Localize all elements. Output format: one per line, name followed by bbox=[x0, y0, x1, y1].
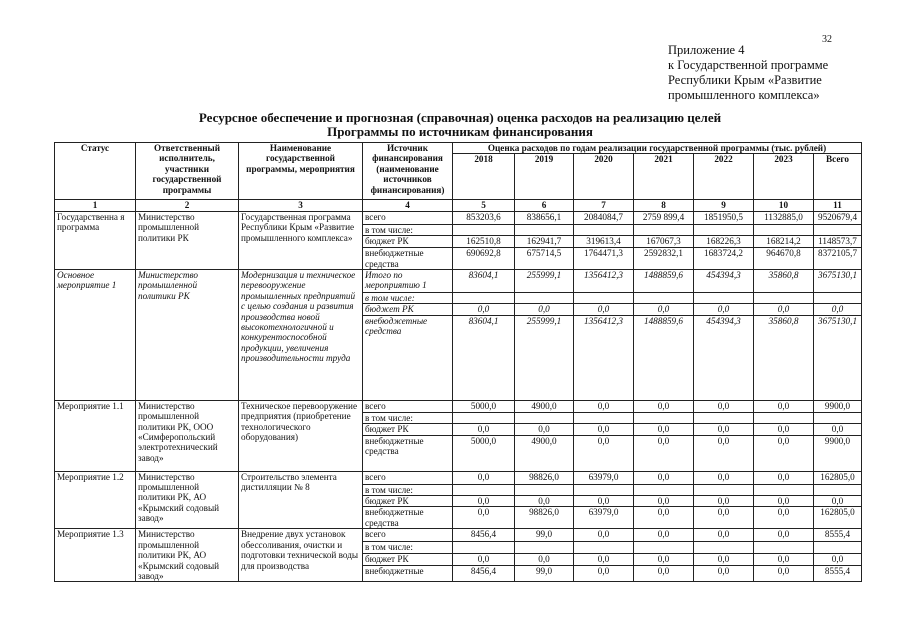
row-name: Модернизация и техническое перевооружение промышленных предприятий с целью создания и развития производства новой высокотехнологичной и конкурентоспособной продукции, увеличения производительности труда bbox=[239, 270, 363, 401]
funding-table bbox=[54, 142, 862, 582]
row-source: всего bbox=[363, 400, 453, 412]
row-value: 0,0 bbox=[574, 496, 634, 507]
row-value: 0,0 bbox=[574, 424, 634, 435]
row-value: 0,0 bbox=[515, 424, 574, 435]
appendix-line: к Государственной программе bbox=[668, 58, 829, 72]
column-number: 8 bbox=[634, 200, 694, 211]
row-value bbox=[453, 412, 515, 423]
row-value: 0,0 bbox=[634, 566, 694, 582]
row-name: Внедрение двух установок обессоливания, очистки и подготовки технической воды для производства bbox=[239, 529, 363, 582]
header-responsible: Ответственный исполнитель, участники государственной программы bbox=[136, 143, 239, 200]
row-value: 0,0 bbox=[574, 435, 634, 471]
row-source: Итого по мероприятию 1 bbox=[363, 270, 453, 293]
row-value: 8555,4 bbox=[814, 529, 862, 541]
row-source: всего bbox=[363, 471, 453, 484]
row-value: 168214,2 bbox=[754, 236, 814, 248]
row-value: 8555,4 bbox=[814, 566, 862, 582]
column-number: 2 bbox=[136, 200, 239, 211]
table-row bbox=[55, 270, 862, 293]
row-value: 0,0 bbox=[453, 553, 515, 565]
appendix-line: Республики Крым «Развитие bbox=[668, 73, 822, 87]
row-value: 0,0 bbox=[515, 496, 574, 507]
row-source: в том числе: bbox=[363, 541, 453, 553]
row-value: 0,0 bbox=[634, 304, 694, 315]
appendix-line: Приложение 4 bbox=[668, 43, 745, 57]
row-value: 162805,0 bbox=[814, 471, 862, 484]
row-responsible: Министерство промышленной политики РК bbox=[136, 211, 239, 269]
row-value: 1488859,6 bbox=[634, 315, 694, 400]
row-value bbox=[574, 412, 634, 423]
row-value: 0,0 bbox=[634, 400, 694, 412]
row-source: в том числе: bbox=[363, 484, 453, 495]
row-value: 9900,0 bbox=[814, 435, 862, 471]
header-total: Всего bbox=[814, 154, 862, 200]
column-number: 4 bbox=[363, 200, 453, 211]
row-value: 319613,4 bbox=[574, 236, 634, 248]
row-value: 0,0 bbox=[694, 553, 754, 565]
column-number: 7 bbox=[574, 200, 634, 211]
row-value: 675714,5 bbox=[515, 248, 574, 270]
row-source: всего bbox=[363, 529, 453, 541]
column-number: 10 bbox=[754, 200, 814, 211]
row-source: внебюджетные средства bbox=[363, 507, 453, 529]
row-source: внебюджетные bbox=[363, 566, 453, 582]
document-subtitle: Программы по источникам финансирования bbox=[327, 124, 593, 139]
row-value bbox=[694, 224, 754, 235]
row-status: Мероприятие 1.1 bbox=[55, 400, 136, 471]
row-value: 0,0 bbox=[453, 424, 515, 435]
row-status: Государственна я программа bbox=[55, 211, 136, 269]
row-value bbox=[515, 541, 574, 553]
document-title: Ресурсное обеспечение и прогнозная (справочная) оценка расходов на реализацию целей bbox=[198, 110, 722, 125]
row-value: 454394,3 bbox=[694, 315, 754, 400]
row-value: 838656,1 bbox=[515, 211, 574, 224]
row-value: 3675130,1 bbox=[814, 270, 862, 293]
row-value: 0,0 bbox=[574, 553, 634, 565]
row-value bbox=[814, 412, 862, 423]
row-value: 0,0 bbox=[754, 529, 814, 541]
row-value: 2084084,7 bbox=[574, 211, 634, 224]
row-source: всего bbox=[363, 211, 453, 224]
row-value: 0,0 bbox=[754, 507, 814, 529]
row-source: в том числе: bbox=[363, 224, 453, 235]
appendix-line: промышленного комплекса» bbox=[668, 88, 820, 102]
header-year: 2020 bbox=[574, 154, 634, 200]
row-value: 162805,0 bbox=[814, 507, 862, 529]
column-number: 3 bbox=[239, 200, 363, 211]
row-value: 5000,0 bbox=[453, 435, 515, 471]
row-value: 162941,7 bbox=[515, 236, 574, 248]
row-source: бюджет РК bbox=[363, 496, 453, 507]
row-value bbox=[574, 484, 634, 495]
row-value bbox=[453, 484, 515, 495]
row-value: 35860,8 bbox=[754, 315, 814, 400]
row-value: 1683724,2 bbox=[694, 248, 754, 270]
row-value bbox=[754, 224, 814, 235]
row-status: Мероприятие 1.3 bbox=[55, 529, 136, 582]
row-name: Техническое перевооружение предприятия (приобретение технологического оборудования) bbox=[239, 400, 363, 471]
row-value: 1488859,6 bbox=[634, 270, 694, 293]
row-value: 0,0 bbox=[694, 496, 754, 507]
row-value: 964670,8 bbox=[754, 248, 814, 270]
row-value bbox=[634, 224, 694, 235]
row-value bbox=[754, 541, 814, 553]
row-value: 0,0 bbox=[814, 424, 862, 435]
row-source: в том числе: bbox=[363, 293, 453, 304]
row-value bbox=[634, 412, 694, 423]
row-value: 0,0 bbox=[694, 400, 754, 412]
row-value: 0,0 bbox=[754, 496, 814, 507]
header-year: 2023 bbox=[754, 154, 814, 200]
row-value: 83604,1 bbox=[453, 270, 515, 293]
row-source: в том числе: bbox=[363, 412, 453, 423]
row-value: 8456,4 bbox=[453, 529, 515, 541]
table-row bbox=[55, 211, 862, 224]
row-value bbox=[453, 541, 515, 553]
row-value: 853203,6 bbox=[453, 211, 515, 224]
row-value: 0,0 bbox=[694, 424, 754, 435]
row-value: 1132885,0 bbox=[754, 211, 814, 224]
table-row bbox=[55, 471, 862, 484]
row-value bbox=[453, 224, 515, 235]
header-estimate: Оценка расходов по годам реализации государственной программы (тыс. рублей) bbox=[453, 143, 862, 154]
row-value: 0,0 bbox=[754, 304, 814, 315]
row-value: 0,0 bbox=[634, 471, 694, 484]
row-value: 9900,0 bbox=[814, 400, 862, 412]
page-number: 32 bbox=[822, 34, 832, 45]
row-value: 0,0 bbox=[694, 304, 754, 315]
row-value: 99,0 bbox=[515, 566, 574, 582]
row-value: 0,0 bbox=[574, 529, 634, 541]
column-number: 5 bbox=[453, 200, 515, 211]
row-value bbox=[814, 541, 862, 553]
appendix-note bbox=[668, 43, 828, 103]
row-value bbox=[754, 293, 814, 304]
row-value: 0,0 bbox=[634, 435, 694, 471]
table-row bbox=[55, 400, 862, 412]
row-value: 0,0 bbox=[814, 496, 862, 507]
column-number: 11 bbox=[814, 200, 862, 211]
row-value: 1148573,7 bbox=[814, 236, 862, 248]
row-value: 0,0 bbox=[453, 507, 515, 529]
row-value: 83604,1 bbox=[453, 315, 515, 400]
row-value: 0,0 bbox=[515, 304, 574, 315]
row-value bbox=[574, 293, 634, 304]
row-value: 0,0 bbox=[754, 566, 814, 582]
row-value bbox=[694, 541, 754, 553]
row-value: 0,0 bbox=[754, 424, 814, 435]
row-name: Строительство элемента дистилляции № 8 bbox=[239, 471, 363, 529]
row-source: внебюджетные средства bbox=[363, 248, 453, 270]
row-value: 1851950,5 bbox=[694, 211, 754, 224]
row-value: 2592832,1 bbox=[634, 248, 694, 270]
row-value: 5000,0 bbox=[453, 400, 515, 412]
row-source: внебюджетные средства bbox=[363, 435, 453, 471]
row-value: 255999,1 bbox=[515, 315, 574, 400]
row-value bbox=[634, 541, 694, 553]
row-value: 3675130,1 bbox=[814, 315, 862, 400]
row-value: 168226,3 bbox=[694, 236, 754, 248]
row-value: 98826,0 bbox=[515, 471, 574, 484]
row-name: Государственная программа Республики Крым «Развитие промышленного комплекса» bbox=[239, 211, 363, 269]
row-value: 0,0 bbox=[634, 496, 694, 507]
row-value bbox=[694, 412, 754, 423]
row-value: 2759 899,4 bbox=[634, 211, 694, 224]
table-row bbox=[55, 529, 862, 541]
row-value: 63979,0 bbox=[574, 507, 634, 529]
header-year: 2022 bbox=[694, 154, 754, 200]
row-value: 1356412,3 bbox=[574, 315, 634, 400]
row-value: 4900,0 bbox=[515, 435, 574, 471]
row-value: 690692,8 bbox=[453, 248, 515, 270]
row-value: 35860,8 bbox=[754, 270, 814, 293]
row-value: 0,0 bbox=[574, 400, 634, 412]
row-value bbox=[814, 293, 862, 304]
row-source: бюджет РК bbox=[363, 424, 453, 435]
row-value bbox=[814, 484, 862, 495]
row-responsible: Министерство промышленной политики РК bbox=[136, 270, 239, 401]
row-value bbox=[515, 224, 574, 235]
row-value: 0,0 bbox=[634, 553, 694, 565]
row-value bbox=[515, 412, 574, 423]
column-number: 6 bbox=[515, 200, 574, 211]
row-value: 0,0 bbox=[754, 553, 814, 565]
row-value: 4900,0 bbox=[515, 400, 574, 412]
row-value: 99,0 bbox=[515, 529, 574, 541]
row-value: 0,0 bbox=[574, 566, 634, 582]
row-value: 0,0 bbox=[694, 529, 754, 541]
row-responsible: Министерство промышленной политики РК, ООО «Симферопольский электротехнический завод» bbox=[136, 400, 239, 471]
row-value: 0,0 bbox=[453, 471, 515, 484]
row-source: бюджет РК bbox=[363, 304, 453, 315]
row-value: 0,0 bbox=[754, 400, 814, 412]
row-value: 1356412,3 bbox=[574, 270, 634, 293]
header-year: 2018 bbox=[453, 154, 515, 200]
row-value: 454394,3 bbox=[694, 270, 754, 293]
row-status: Основное мероприятие 1 bbox=[55, 270, 136, 401]
row-value: 0,0 bbox=[694, 435, 754, 471]
row-value: 0,0 bbox=[634, 424, 694, 435]
row-value: 0,0 bbox=[515, 553, 574, 565]
header-name: Наименование государственной программы, мероприятия bbox=[239, 143, 363, 200]
row-responsible: Министерство промышленной политики РК, АО «Крымский содовый завод» bbox=[136, 471, 239, 529]
row-value bbox=[754, 484, 814, 495]
row-value bbox=[515, 293, 574, 304]
header-year: 2019 bbox=[515, 154, 574, 200]
row-value: 0,0 bbox=[634, 529, 694, 541]
header-status: Статус bbox=[55, 143, 136, 200]
row-source: внебюджетные средства bbox=[363, 315, 453, 400]
row-value: 8372105,7 bbox=[814, 248, 862, 270]
row-value: 167067,3 bbox=[634, 236, 694, 248]
column-number: 9 bbox=[694, 200, 754, 211]
row-value: 0,0 bbox=[754, 471, 814, 484]
row-value: 63979,0 bbox=[574, 471, 634, 484]
row-value: 1764471,3 bbox=[574, 248, 634, 270]
row-source: бюджет РК bbox=[363, 236, 453, 248]
row-value: 9520679,4 bbox=[814, 211, 862, 224]
header-year: 2021 bbox=[634, 154, 694, 200]
row-value: 0,0 bbox=[694, 507, 754, 529]
row-value: 0,0 bbox=[694, 566, 754, 582]
row-value: 162510,8 bbox=[453, 236, 515, 248]
row-status: Мероприятие 1.2 bbox=[55, 471, 136, 529]
row-value: 255999,1 bbox=[515, 270, 574, 293]
column-number: 1 bbox=[55, 200, 136, 211]
row-value: 0,0 bbox=[574, 304, 634, 315]
row-value: 0,0 bbox=[754, 435, 814, 471]
row-value bbox=[515, 484, 574, 495]
row-value: 0,0 bbox=[814, 553, 862, 565]
row-value: 0,0 bbox=[453, 304, 515, 315]
row-value bbox=[694, 293, 754, 304]
row-value bbox=[634, 293, 694, 304]
row-value: 0,0 bbox=[634, 507, 694, 529]
row-value: 0,0 bbox=[814, 304, 862, 315]
row-value bbox=[574, 541, 634, 553]
row-value bbox=[694, 484, 754, 495]
row-value: 98826,0 bbox=[515, 507, 574, 529]
row-responsible: Министерство промышленной политики РК, АО «Крымский содовый завод» bbox=[136, 529, 239, 582]
row-value bbox=[754, 412, 814, 423]
row-value bbox=[453, 293, 515, 304]
row-value: 0,0 bbox=[453, 496, 515, 507]
row-value bbox=[634, 484, 694, 495]
row-value bbox=[814, 224, 862, 235]
row-value bbox=[574, 224, 634, 235]
header-source: Источник финансирования (наименование источников финансирования) bbox=[363, 143, 453, 200]
row-source: бюджет РК bbox=[363, 553, 453, 565]
row-value: 0,0 bbox=[694, 471, 754, 484]
row-value: 8456,4 bbox=[453, 566, 515, 582]
